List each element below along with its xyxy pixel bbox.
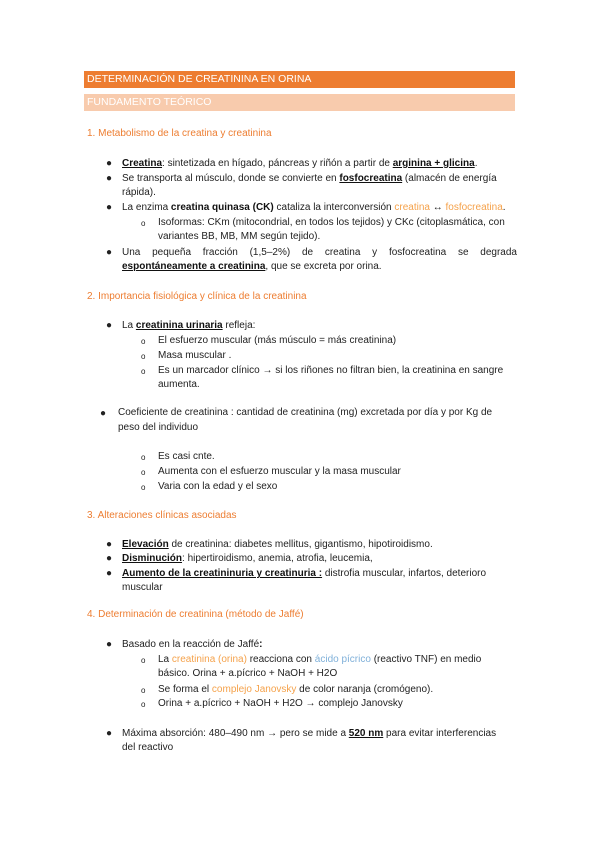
s2-sub-5: Aumenta con el esfuerzo muscular y la masa muscular	[158, 466, 401, 477]
bullet-icon: ●	[100, 408, 107, 419]
s4-bullet-2-cont: del reactivo	[122, 742, 174, 753]
s2-sub-3: Es un marcador clínico → si los riñones no filtran bien, la creatinina en sangre	[158, 365, 504, 376]
sub-bullet-icon: o	[141, 219, 146, 228]
bullet-icon: ●	[106, 247, 113, 258]
s2-sub-2: Masa muscular .	[158, 350, 232, 361]
sub-bullet-icon: o	[141, 686, 146, 695]
s1-bullet-2: Se transporta al músculo, donde se convierte en fosfocreatina (almacén de energía	[122, 173, 497, 184]
bullet-icon: ●	[106, 728, 113, 739]
s4-sub-3: Orina + a.pícrico + NaOH + H2O → complejo Janovsky	[158, 698, 403, 709]
s4-bullet-2: Máxima absorción: 480–490 nm → pero se mide a 520 nm para evitar interferencias	[122, 728, 497, 739]
s1-bullet-4-cont: espontáneamente a creatinina, que se excreta por orina.	[122, 261, 382, 272]
sub-bullet-icon: o	[141, 483, 146, 492]
bullet-icon: ●	[106, 568, 113, 579]
bullet-icon: ●	[106, 539, 113, 550]
sub-bullet-icon: o	[141, 337, 146, 346]
s3-bullet-3: Aumento de la creatininuria y creatinuria : distrofia muscular, infartos, deterioro	[122, 568, 487, 579]
document-title: DETERMINACIÓN DE CREATININA EN ORINA	[84, 71, 515, 88]
s2-sub-3-cont: aumenta.	[158, 379, 200, 390]
s2-bullet-2-cont: peso del individuo	[118, 422, 199, 433]
section-2-heading: 2. Importancia fisiológica y clínica de la creatinina	[87, 291, 307, 302]
bullet-icon: ●	[106, 158, 113, 169]
section-subtitle: FUNDAMENTO TEÓRICO	[84, 94, 515, 111]
s1-sub-1: Isoformas: CKm (mitocondrial, en todos los tejidos) y CKc (citoplasmática, con	[158, 217, 505, 228]
s1-sub-1-cont: variantes BB, MB, MM según tejido).	[158, 231, 321, 242]
s1-bullet-4: Una pequeña fracción (1,5–2%) de creatina y fosfocreatina se degrada	[122, 247, 517, 258]
bullet-icon: ●	[106, 639, 113, 650]
sub-bullet-icon: o	[141, 352, 146, 361]
sub-bullet-icon: o	[141, 453, 146, 462]
s2-sub-6: Varia con la edad y el sexo	[158, 481, 278, 492]
sub-bullet-icon: o	[141, 468, 146, 477]
s2-sub-4: Es casi cnte.	[158, 451, 215, 462]
s3-bullet-1: Elevación de creatinina: diabetes mellitus, gigantismo, hipotiroidismo.	[122, 539, 433, 550]
s1-bullet-3: La enzima creatina quinasa (CK) cataliza la interconversión creatina ↔ fosfocreatina.	[122, 202, 506, 213]
section-3-heading: 3. Alteraciones clínicas asociadas	[87, 510, 237, 521]
s3-bullet-3-cont: muscular	[122, 582, 163, 593]
section-1-heading: 1. Metabolismo de la creatina y creatinina	[87, 128, 272, 139]
sub-bullet-icon: o	[141, 656, 146, 665]
sub-bullet-icon: o	[141, 367, 146, 376]
s4-bullet-1: Basado en la reacción de Jaffé:	[122, 639, 263, 650]
term-creatina: Creatina	[122, 158, 163, 169]
s1-bullet-2-cont: rápida).	[122, 187, 156, 198]
s4-sub-1: La creatinina (orina) reacciona con ácido pícrico (reactivo TNF) en medio	[158, 654, 482, 665]
s2-bullet-1: La creatinina urinaria refleja:	[122, 320, 256, 331]
bullet-icon: ●	[106, 320, 113, 331]
s4-sub-2: Se forma el complejo Janovsky de color naranja (cromógeno).	[158, 684, 434, 695]
section-4-heading: 4. Determinación de creatinina (método de Jaffé)	[87, 609, 304, 620]
s2-bullet-2: Coeficiente de creatinina : cantidad de creatinina (mg) excretada por día y por Kg de	[118, 407, 493, 418]
s4-sub-1-cont: básico. Orina + a.pícrico + NaOH + H2O	[158, 668, 338, 679]
bullet-icon: ●	[106, 202, 113, 213]
bullet-icon: ●	[106, 173, 113, 184]
sub-bullet-icon: o	[141, 700, 146, 709]
bullet-icon: ●	[106, 553, 113, 564]
s1-bullet-1: Creatina: sintetizada en hígado, páncreas y riñón a partir de arginina + glicina.	[122, 158, 478, 169]
s3-bullet-2: Disminución: hipertiroidismo, anemia, atrofia, leucemia,	[122, 553, 373, 564]
s2-sub-1: El esfuerzo muscular (más músculo = más creatinina)	[158, 335, 397, 346]
